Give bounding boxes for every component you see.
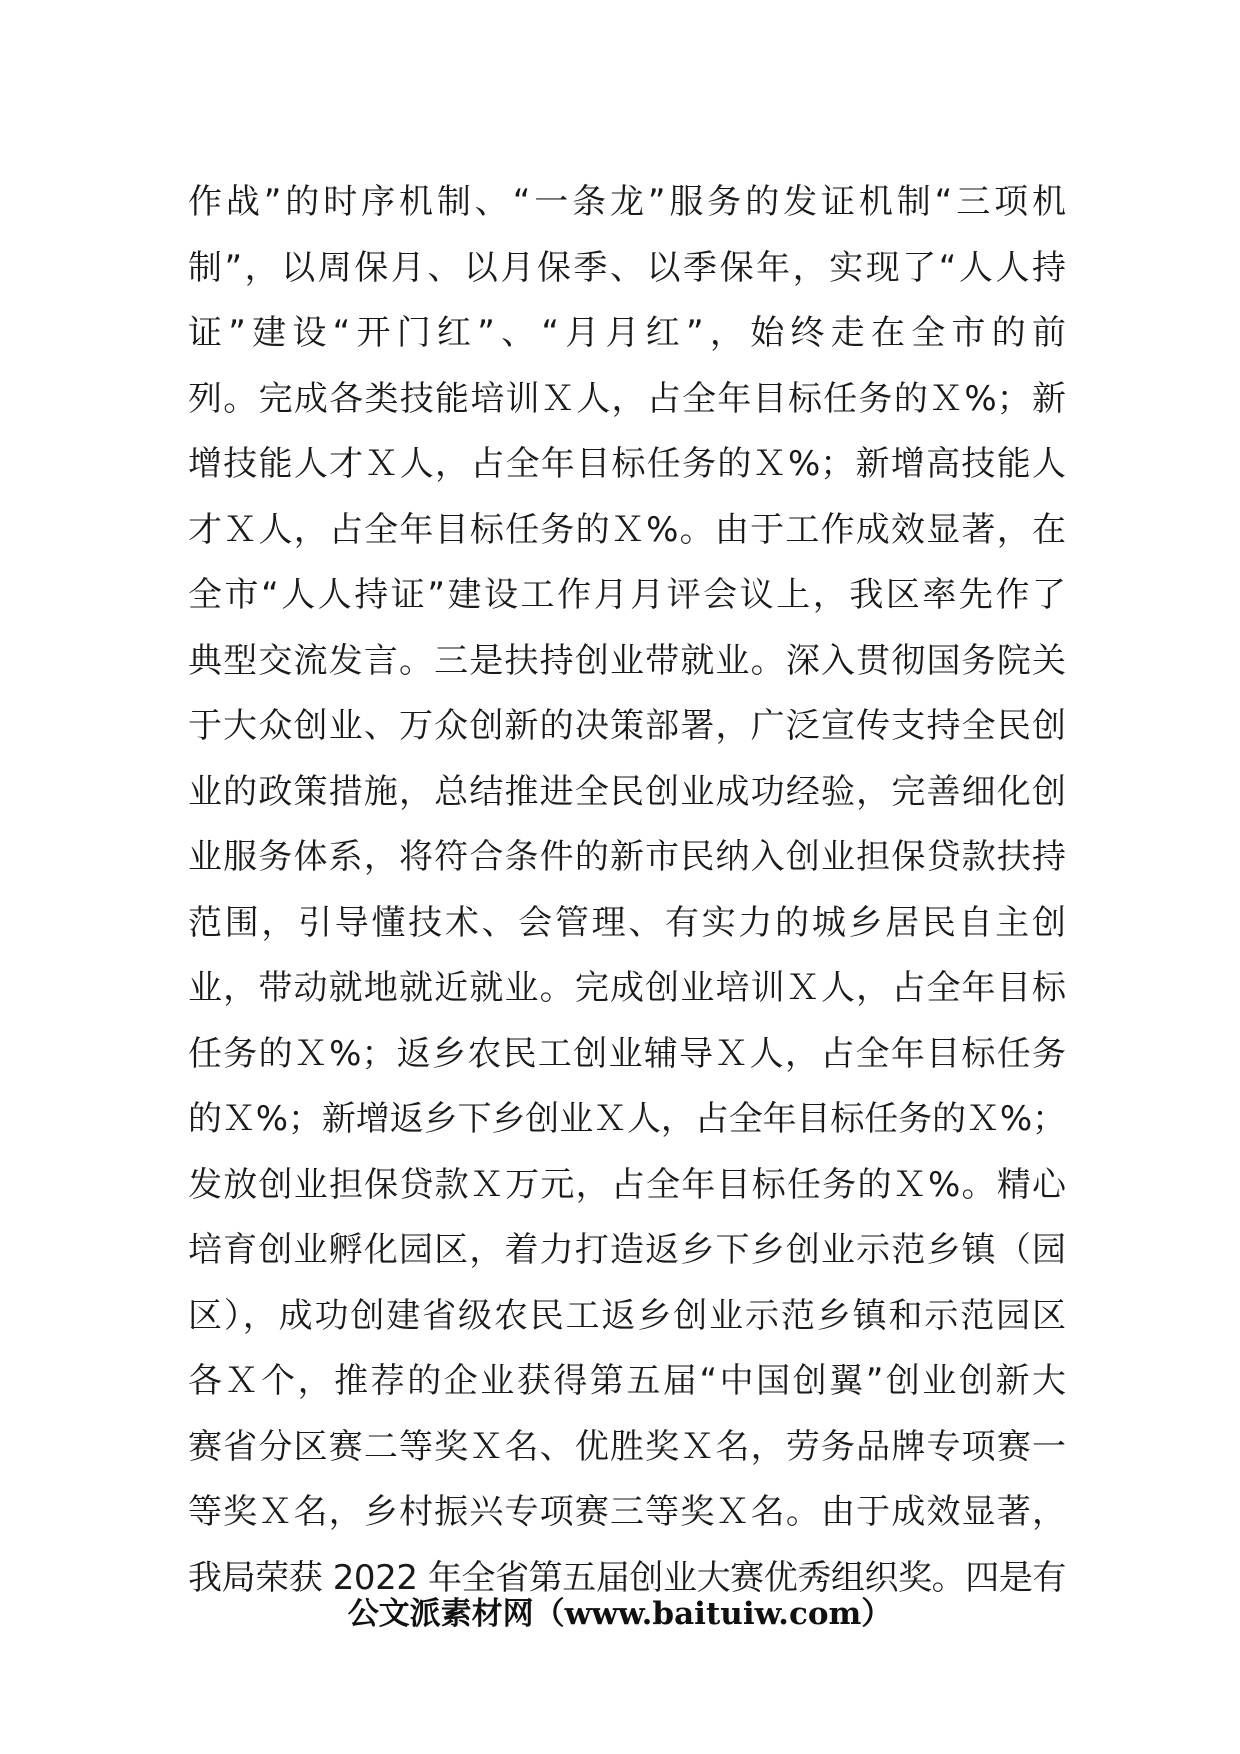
text-line: 赛省分区赛二等奖Ｘ名、优胜奖Ｘ名，劳务品牌专项赛一 [188, 1426, 1066, 1467]
text-line: 培育创业孵化园区，着力打造返乡下乡创业示范乡镇（园 [188, 1230, 1066, 1270]
text-line: 发放创业担保贷款Ｘ万元，占全年目标任务的Ｘ%。精心 [188, 1164, 1066, 1205]
text-line: 等奖Ｘ名，乡村振兴专项赛三等奖Ｘ名。由于成效显著， [188, 1492, 1066, 1532]
text-line: 列。完成各类技能培训Ｘ人，占全年目标任务的Ｘ%；新 [188, 378, 1066, 419]
text-line: 典型交流发言。三是扶持创业带就业。深入贯彻国务院关 [188, 640, 1066, 681]
text-line: 于大众创业、万众创新的决策部署，广泛宣传支持全民创 [188, 706, 1066, 746]
text-line: 业，带动就地就近就业。完成创业培训Ｘ人，占全年目标 [188, 968, 1066, 1008]
text-line: 增技能人才Ｘ人，占全年目标任务的Ｘ%；新增高技能人 [188, 444, 1066, 484]
text-line: 任务的Ｘ%；返乡农民工创业辅导Ｘ人，占全年目标任务 [188, 1033, 1066, 1074]
text-line: 全市“人人持证”建设工作月月评会议上，我区率先作了 [188, 575, 1066, 615]
text-line: 区），成功创建省级农民工返乡创业示范乡镇和示范园区 [188, 1295, 1066, 1336]
text-line: 我局荣获 2022 年全省第五届创业大赛优秀组织奖。四是有 [188, 1557, 1066, 1598]
text-line: 各Ｘ个，推荐的企业获得第五届“中国创翼”创业创新大 [188, 1361, 1066, 1401]
text-line: 业的政策措施，总结推进全民创业成功经验，完善细化创 [188, 771, 1066, 812]
text-line: 业服务体系，将符合条件的新市民纳入创业担保贷款扶持 [188, 837, 1066, 877]
text-line: 才Ｘ人，占全年目标任务的Ｘ%。由于工作成效显著，在 [188, 509, 1066, 550]
text-line: 作战”的时序机制、“一条龙”服务的发证机制“三项机 [188, 182, 1066, 222]
page-footer-watermark: 公文派素材网（www.baituiw.com） [347, 1596, 893, 1632]
text-line: 制”，以周保月、以月保季、以季保年，实现了“人人持 [188, 247, 1066, 288]
text-line: 的Ｘ%；新增返乡下乡创业Ｘ人，占全年目标任务的Ｘ%； [188, 1099, 1067, 1139]
body-paragraph [188, 170, 1066, 1611]
text-line: 证”建设“开门红”、“月月红”，始终走在全市的前 [188, 313, 1066, 353]
text-line: 范围，引导懂技术、会管理、有实力的城乡居民自主创 [188, 902, 1066, 943]
